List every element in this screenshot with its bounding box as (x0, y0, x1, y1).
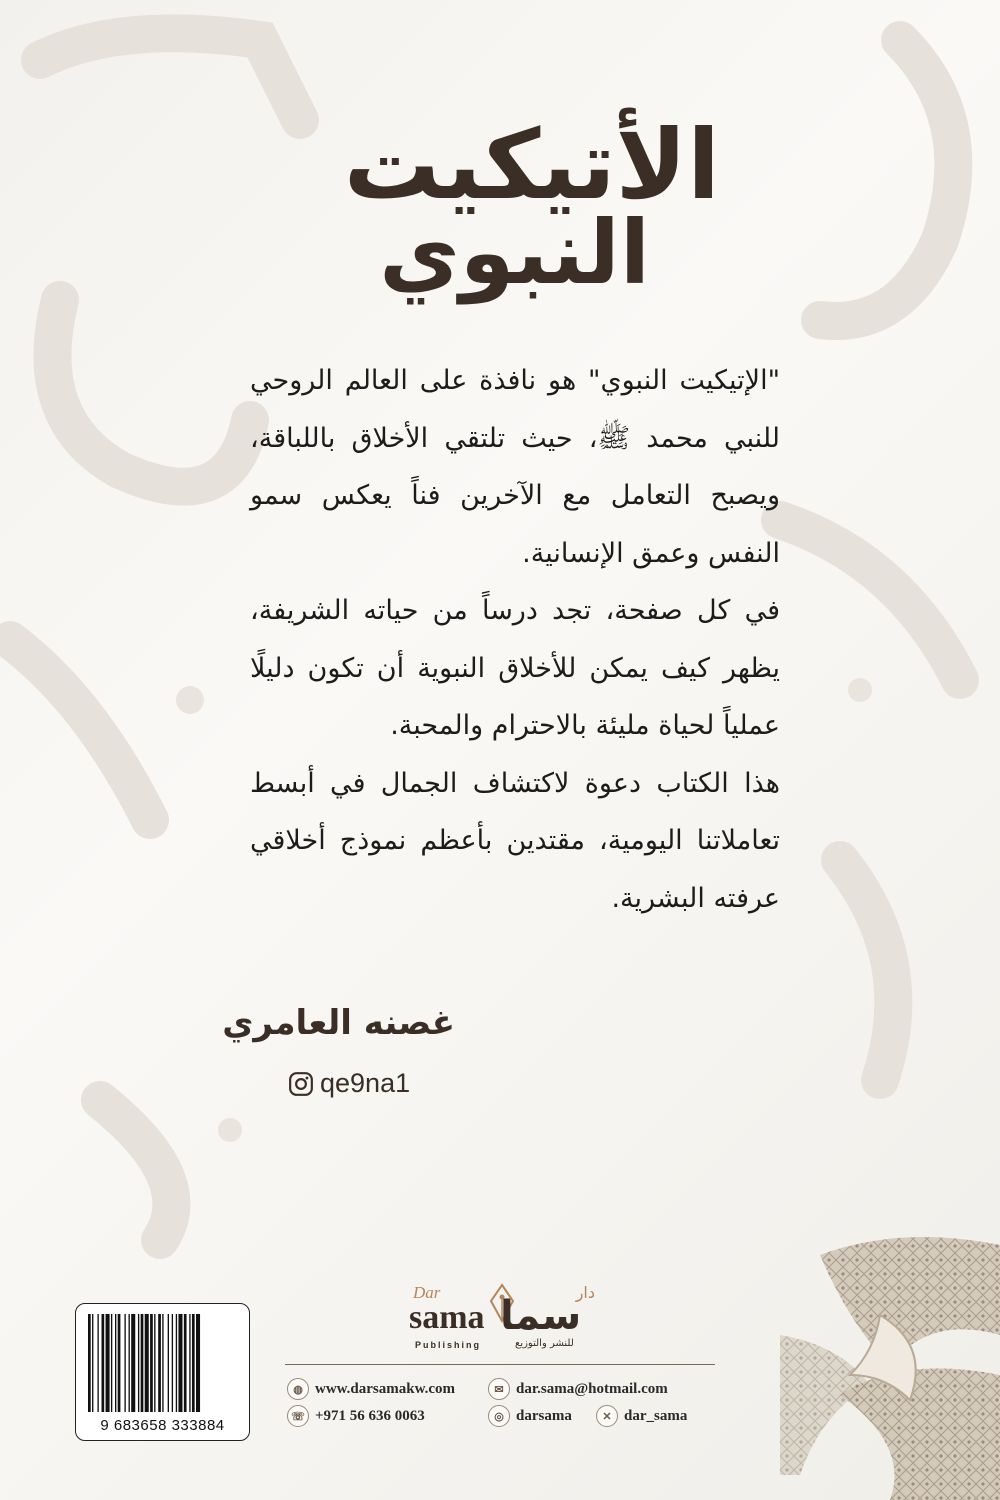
author-name: غصنه العامري (222, 1003, 455, 1043)
phone-icon: ☏ (287, 1405, 309, 1427)
globe-icon: ◍ (287, 1378, 309, 1400)
contact-website-text: www.darsamakw.com (315, 1380, 456, 1397)
logo-sama-en: sama (409, 1299, 485, 1336)
publisher-logo (405, 1283, 615, 1358)
email-icon: ✉ (488, 1378, 510, 1400)
contact-instagram-text: darsama (516, 1407, 572, 1424)
x-icon: ✕ (596, 1405, 618, 1427)
contact-phone-text: +971 56 636 0063 (315, 1407, 425, 1424)
blurb-paragraph-1: "الإتيكيت النبوي" هو نافذة على العالم الروحي للنبي محمد ﷺ، حيث تلتقي الأخلاق باللباقة، ويصبح التعامل مع الآخرين فناً يعكس سمو النفس وعمق الإنسانية. (250, 365, 780, 569)
footer-divider (285, 1364, 715, 1365)
instagram-icon (288, 1071, 314, 1097)
logo-sama-ar: سما (500, 1293, 582, 1339)
instagram-icon: ◎ (488, 1405, 510, 1427)
contact-phone[interactable] (287, 1405, 425, 1427)
contact-email[interactable] (488, 1378, 668, 1400)
barcode (75, 1303, 250, 1441)
book-title (120, 109, 720, 305)
contact-x[interactable] (596, 1405, 687, 1427)
title-line-2: النبوي (379, 201, 650, 305)
decorative-ornament (780, 1225, 1000, 1500)
logo-dar-ar: دار (575, 1283, 595, 1302)
blurb-paragraph-2: في كل صفحة، تجد درساً من حياته الشريفة، يظهر كيف يمكن للأخلاق النبوية أن تكون دليلًا عملياً لحياة مليئة بالاحترام والمحبة. (250, 595, 780, 741)
barcode-bars (86, 1314, 239, 1412)
author-instagram-handle: qe9na1 (320, 1068, 411, 1098)
contact-website[interactable] (287, 1378, 455, 1400)
blurb-text (250, 352, 780, 927)
logo-publishing-ar: للنشر والتوزيع (515, 1338, 574, 1349)
title-line-1: الأتيكيت (343, 109, 720, 221)
logo-publishing-en: Publishing (415, 1340, 481, 1350)
barcode-number: 9 683658 333884 (100, 1417, 225, 1434)
logo-dar-en: Dar (413, 1283, 441, 1302)
contact-instagram[interactable] (488, 1405, 572, 1427)
author-instagram[interactable] (288, 1068, 410, 1099)
blurb-paragraph-3: هذا الكتاب دعوة لاكتشاف الجمال في أبسط تعاملاتنا اليومية، مقتدين بأعظم نموذج أخلاقي عرفته البشرية. (250, 767, 780, 914)
contact-email-text: dar.sama@hotmail.com (516, 1380, 668, 1397)
contact-x-text: dar_sama (624, 1407, 688, 1424)
